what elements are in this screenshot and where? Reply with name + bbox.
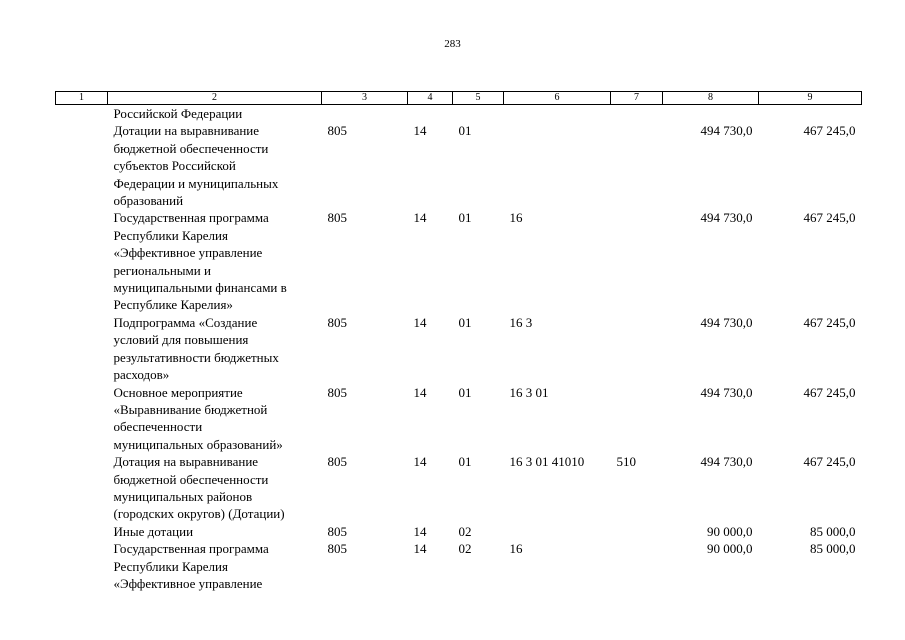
table-row — [56, 453, 862, 523]
item-name-cell: Государственная программа Республики Карелия «Эффективное управление региональными и муниципальными финансами в Республике Карелия» — [113, 210, 287, 313]
column-header: 6 — [504, 92, 611, 105]
expense-type-cell — [611, 209, 663, 313]
row-number-cell — [56, 384, 108, 454]
amount-col8-cell: 494 730,0 — [700, 314, 753, 330]
row-number-cell — [56, 523, 108, 540]
column-header: 3 — [322, 92, 408, 105]
ministry-code-cell: 805 — [327, 541, 347, 557]
item-name-cell: Иные дотации — [113, 523, 194, 539]
target-article-cell — [504, 122, 611, 209]
ministry-code-cell: 805 — [327, 523, 347, 539]
subsection-code-cell: 01 — [458, 210, 472, 226]
item-name-cell: Государственная программа Республики Карелия «Эффективное управление — [113, 541, 269, 591]
target-article-cell: 16 — [509, 541, 523, 557]
table-row — [56, 122, 862, 209]
column-header: 1 — [56, 92, 108, 105]
section-code-cell: 14 — [413, 454, 427, 470]
subsection-code-cell: 01 — [458, 314, 472, 330]
item-name-cell: Дотация на выравнивание бюджетной обеспеченности муниципальных районов (городских округов) (Дотации) — [113, 454, 285, 522]
row-number-cell — [56, 209, 108, 313]
section-code-cell: 14 — [413, 123, 427, 139]
ministry-code-cell: 805 — [327, 384, 347, 400]
subsection-code-cell — [453, 105, 504, 123]
column-header: 8 — [663, 92, 759, 105]
amount-col9-cell: 467 245,0 — [803, 314, 856, 330]
row-number-cell — [56, 314, 108, 384]
expense-type-cell — [611, 523, 663, 540]
section-code-cell: 14 — [413, 541, 427, 557]
amount-col9-cell: 85 000,0 — [810, 541, 856, 557]
amount-col8-cell: 494 730,0 — [700, 384, 753, 400]
table-row — [56, 314, 862, 384]
amount-col9-cell — [759, 105, 862, 123]
item-name-cell: Дотации на выравнивание бюджетной обеспеченности субъектов Российской Федерации и муниципальных образований — [113, 123, 279, 209]
expense-type-cell — [611, 384, 663, 454]
table-row — [56, 540, 862, 592]
amount-col8-cell: 494 730,0 — [700, 210, 753, 226]
table-row — [56, 105, 862, 123]
amount-col8-cell — [663, 105, 759, 123]
column-header: 7 — [611, 92, 663, 105]
subsection-code-cell: 01 — [458, 384, 472, 400]
table-row — [56, 209, 862, 313]
expense-type-cell — [611, 314, 663, 384]
expense-type-cell — [611, 122, 663, 209]
section-code-cell — [408, 105, 453, 123]
amount-col9-cell: 467 245,0 — [803, 210, 856, 226]
table-row — [56, 384, 862, 454]
subsection-code-cell: 02 — [458, 523, 472, 539]
target-article-cell — [504, 523, 611, 540]
amount-col9-cell: 467 245,0 — [803, 384, 856, 400]
amount-col9-cell: 467 245,0 — [803, 123, 856, 139]
expense-type-cell — [611, 540, 663, 592]
subsection-code-cell: 02 — [458, 541, 472, 557]
ministry-code-cell: 805 — [327, 123, 347, 139]
column-number-row — [56, 92, 862, 105]
item-name-cell: Основное мероприятие «Выравнивание бюджетной обеспеченности муниципальных образований» — [113, 384, 283, 452]
amount-col8-cell: 494 730,0 — [700, 123, 753, 139]
section-code-cell: 14 — [413, 314, 427, 330]
ministry-code-cell — [322, 105, 408, 123]
column-header: 4 — [408, 92, 453, 105]
ministry-code-cell: 805 — [327, 314, 347, 330]
column-header: 5 — [453, 92, 504, 105]
table-row — [56, 523, 862, 540]
expense-type-cell: 510 — [616, 454, 636, 470]
amount-col9-cell: 467 245,0 — [803, 454, 856, 470]
target-article-cell — [504, 105, 611, 123]
row-number-cell — [56, 122, 108, 209]
subsection-code-cell: 01 — [458, 123, 472, 139]
section-code-cell: 14 — [413, 210, 427, 226]
section-code-cell: 14 — [413, 523, 427, 539]
item-name-cell: Российской Федерации — [113, 106, 243, 121]
amount-col8-cell: 90 000,0 — [707, 541, 753, 557]
target-article-cell: 16 — [509, 210, 523, 226]
ministry-code-cell: 805 — [327, 454, 347, 470]
expense-type-cell — [611, 105, 663, 123]
target-article-cell: 16 3 01 41010 — [509, 454, 585, 470]
target-article-cell: 16 3 01 — [509, 384, 549, 400]
ministry-code-cell: 805 — [327, 210, 347, 226]
target-article-cell: 16 3 — [509, 314, 533, 330]
subsection-code-cell: 01 — [458, 454, 472, 470]
row-number-cell — [56, 105, 108, 123]
row-number-cell — [56, 453, 108, 523]
column-header: 9 — [759, 92, 862, 105]
amount-col8-cell: 494 730,0 — [700, 454, 753, 470]
budget-table — [55, 91, 862, 592]
row-number-cell — [56, 540, 108, 592]
column-header: 2 — [108, 92, 322, 105]
page-number: 283 — [444, 38, 461, 50]
item-name-cell: Подпрограмма «Создание условий для повышения результативности бюджетных расходов» — [113, 314, 279, 383]
section-code-cell: 14 — [413, 384, 427, 400]
amount-col9-cell: 85 000,0 — [810, 523, 856, 539]
amount-col8-cell: 90 000,0 — [707, 523, 753, 539]
